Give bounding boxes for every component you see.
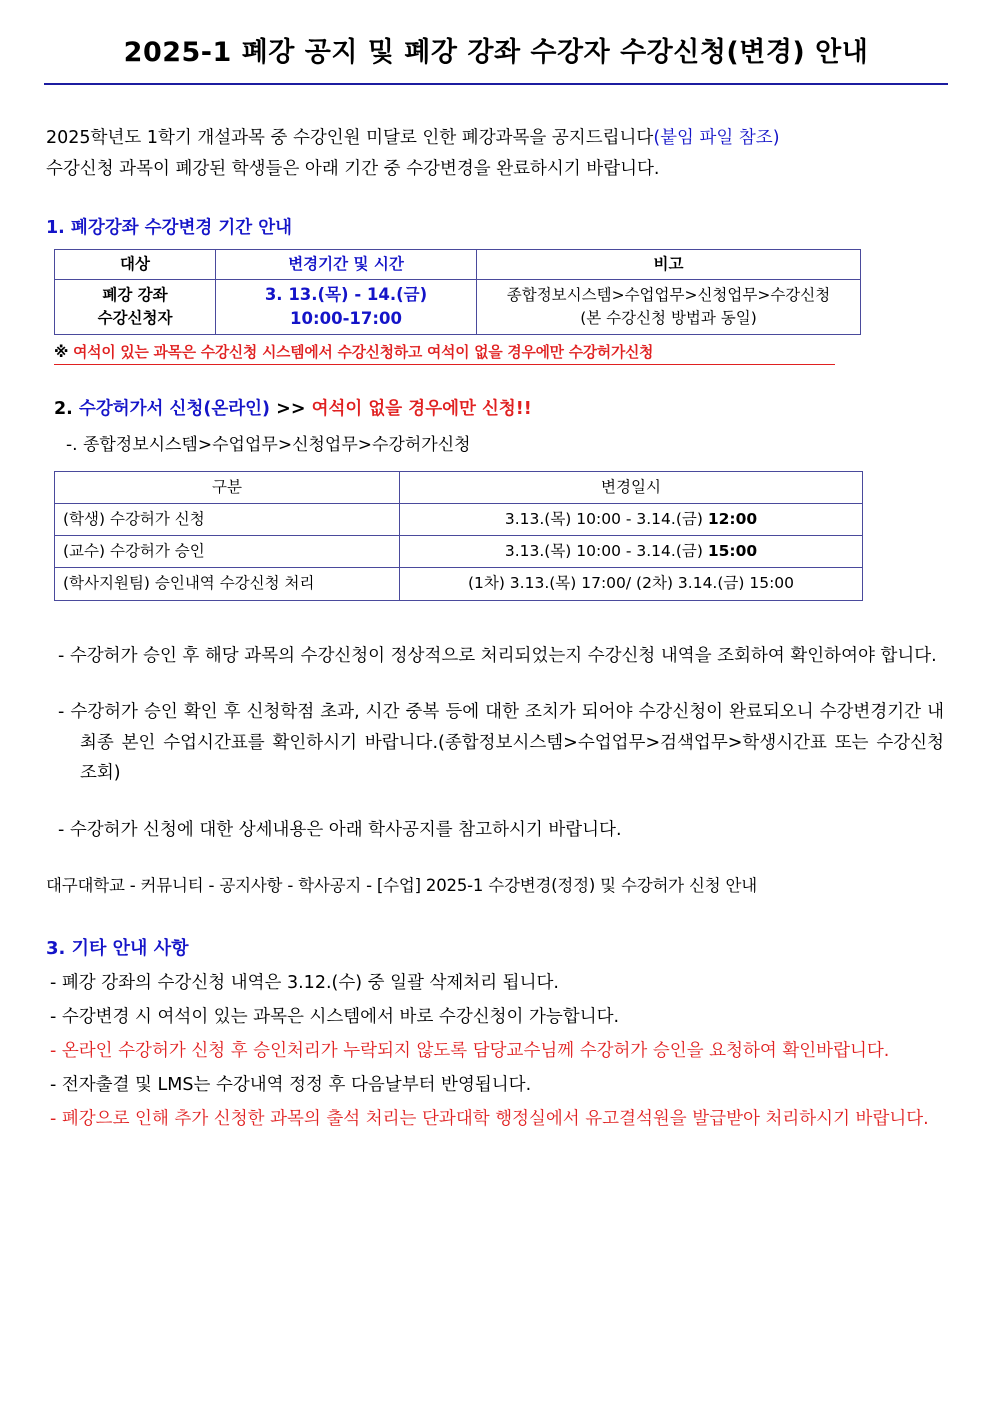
table1-target-line1: 폐강 강좌 [102,286,168,305]
section2-warning: 여석이 없을 경우에만 신청!! [311,398,532,419]
section1-table [54,249,861,334]
note-3-text: - 수강허가 신청에 대한 상세내용은 아래 학사공지를 참고하시기 바랍니다. [58,820,622,841]
table2-row2-value-plain: 3.13.(목) 10:00 - 3.14.(금) [504,542,708,561]
table-header-row [55,471,863,503]
table1-header-period: 변경기간 및 시간 [216,250,477,279]
table1-target-line2: 수강신청자 [97,308,173,327]
intro-line2: 수강신청 과목이 폐강된 학생들은 아래 기간 중 수강변경을 완료하시기 바랍니다. [46,158,660,179]
table1-cell-period [216,279,477,334]
note-paragraph-1 [58,641,948,672]
table2-header-datetime: 변경일시 [400,471,863,503]
table-row [55,536,863,568]
table1-cell-remark [477,279,861,334]
section2-title: 수강허가서 신청(온라인) [78,398,271,419]
page-title: 2025-1 폐강 공지 및 폐강 강좌 수강자 수강신청(변경) 안내 [44,22,948,85]
section2-heading [54,395,948,420]
list-item: - 폐강 강좌의 수강신청 내역은 3.12.(수) 중 일괄 삭제처리 됩니다. [50,972,559,993]
table2-row1-label: (학생) 수강허가 신청 [55,503,400,535]
table2-row1-value [400,503,863,535]
table-row [55,279,861,334]
table1-period-line2: 10:00-17:00 [290,308,402,328]
table2-row2-label: (교수) 수강허가 승인 [55,536,400,568]
table2-row2-value [400,536,863,568]
table2-row3-value: (1차) 3.13.(목) 17:00/ (2차) 3.14.(금) 15:00 [400,568,863,600]
table1-period-line1: 3. 13.(목) - 14.(금) [264,284,428,304]
section2-number: 2. [54,398,79,419]
section2-path: -. 종합정보시스템>수업업무>신청업무>수강허가신청 [66,434,471,455]
note-2-text: - 수강허가 승인 확인 후 신청학점 초과, 시간 중복 등에 대한 조치가 되어야 수강신청이 완료되오니 수강변경기간 내 최종 본인 수업시간표를 확인하시기 바랍니다.(종합정보시스템>수업업무>검색업무>학생시간표 또는 수강신청조회) [58,702,944,784]
table2-row3-label: (학사지원팀) 승인내역 수강신청 처리 [55,568,400,600]
note-mark: ※ [54,343,69,361]
notice-path-line: 대구대학교 - 커뮤니티 - 공지사항 - 학사공지 - [수업] 2025-1 수강변경(정정) 및 수강허가 신청 안내 [46,875,757,895]
list-item: - 전자출결 및 LMS는 수강내역 정정 후 다음날부터 반영됩니다. [50,1075,532,1096]
intro-paragraph [46,123,948,184]
table1-remark-line2: (본 수강신청 방법과 동일) [580,308,757,327]
list-item: - 수강변경 시 여석이 있는 과목은 시스템에서 바로 수강신청이 가능합니다. [50,1006,620,1027]
table2-row1-value-bold: 12:00 [707,509,758,528]
table1-header-remark: 비고 [477,250,861,279]
section3-list [50,968,948,1134]
table2-header-division: 구분 [55,471,400,503]
section2-table [54,471,863,601]
table-row [55,568,863,600]
table1-cell-target [55,279,216,334]
table-header-row [55,250,861,279]
intro-attachment-note: (붙임 파일 참조) [653,128,780,148]
list-item: - 온라인 수강허가 신청 후 승인처리가 누락되지 않도록 담당교수님께 수강허가 승인을 요청하여 확인바랍니다. [50,1040,890,1061]
table2-row2-value-bold: 15:00 [707,542,758,561]
section2-arrow: >> [270,398,312,419]
table-row [55,503,863,535]
list-item: - 폐강으로 인해 추가 신청한 과목의 출석 처리는 단과대학 행정실에서 유고결석원을 발급받아 처리하시기 바랍니다. [50,1109,929,1130]
table1-header-target: 대상 [55,250,216,279]
section1-note [54,341,835,365]
section3-heading: 3. 기타 안내 사항 [46,937,189,959]
note-paragraph-2 [58,697,948,789]
table1-remark-line1: 종합정보시스템>수업업무>신청업무>수강신청 [506,286,831,305]
table2-row1-value-plain: 3.13.(목) 10:00 - 3.14.(금) [504,509,708,528]
note-paragraph-3 [58,815,948,846]
note-1-text: - 수강허가 승인 후 해당 과목의 수강신청이 정상적으로 처리되었는지 수강신청 내역을 조회하여 확인하여야 합니다. [58,645,937,666]
section1-heading: 1. 폐강강좌 수강변경 기간 안내 [46,218,293,239]
intro-line1-text: 2025학년도 1학기 개설과목 중 수강인원 미달로 인한 폐강과목을 공지드립니다 [46,128,654,148]
note-text: 여석이 있는 과목은 수강신청 시스템에서 수강신청하고 여석이 없을 경우에만 수강허가신청 [73,343,654,361]
